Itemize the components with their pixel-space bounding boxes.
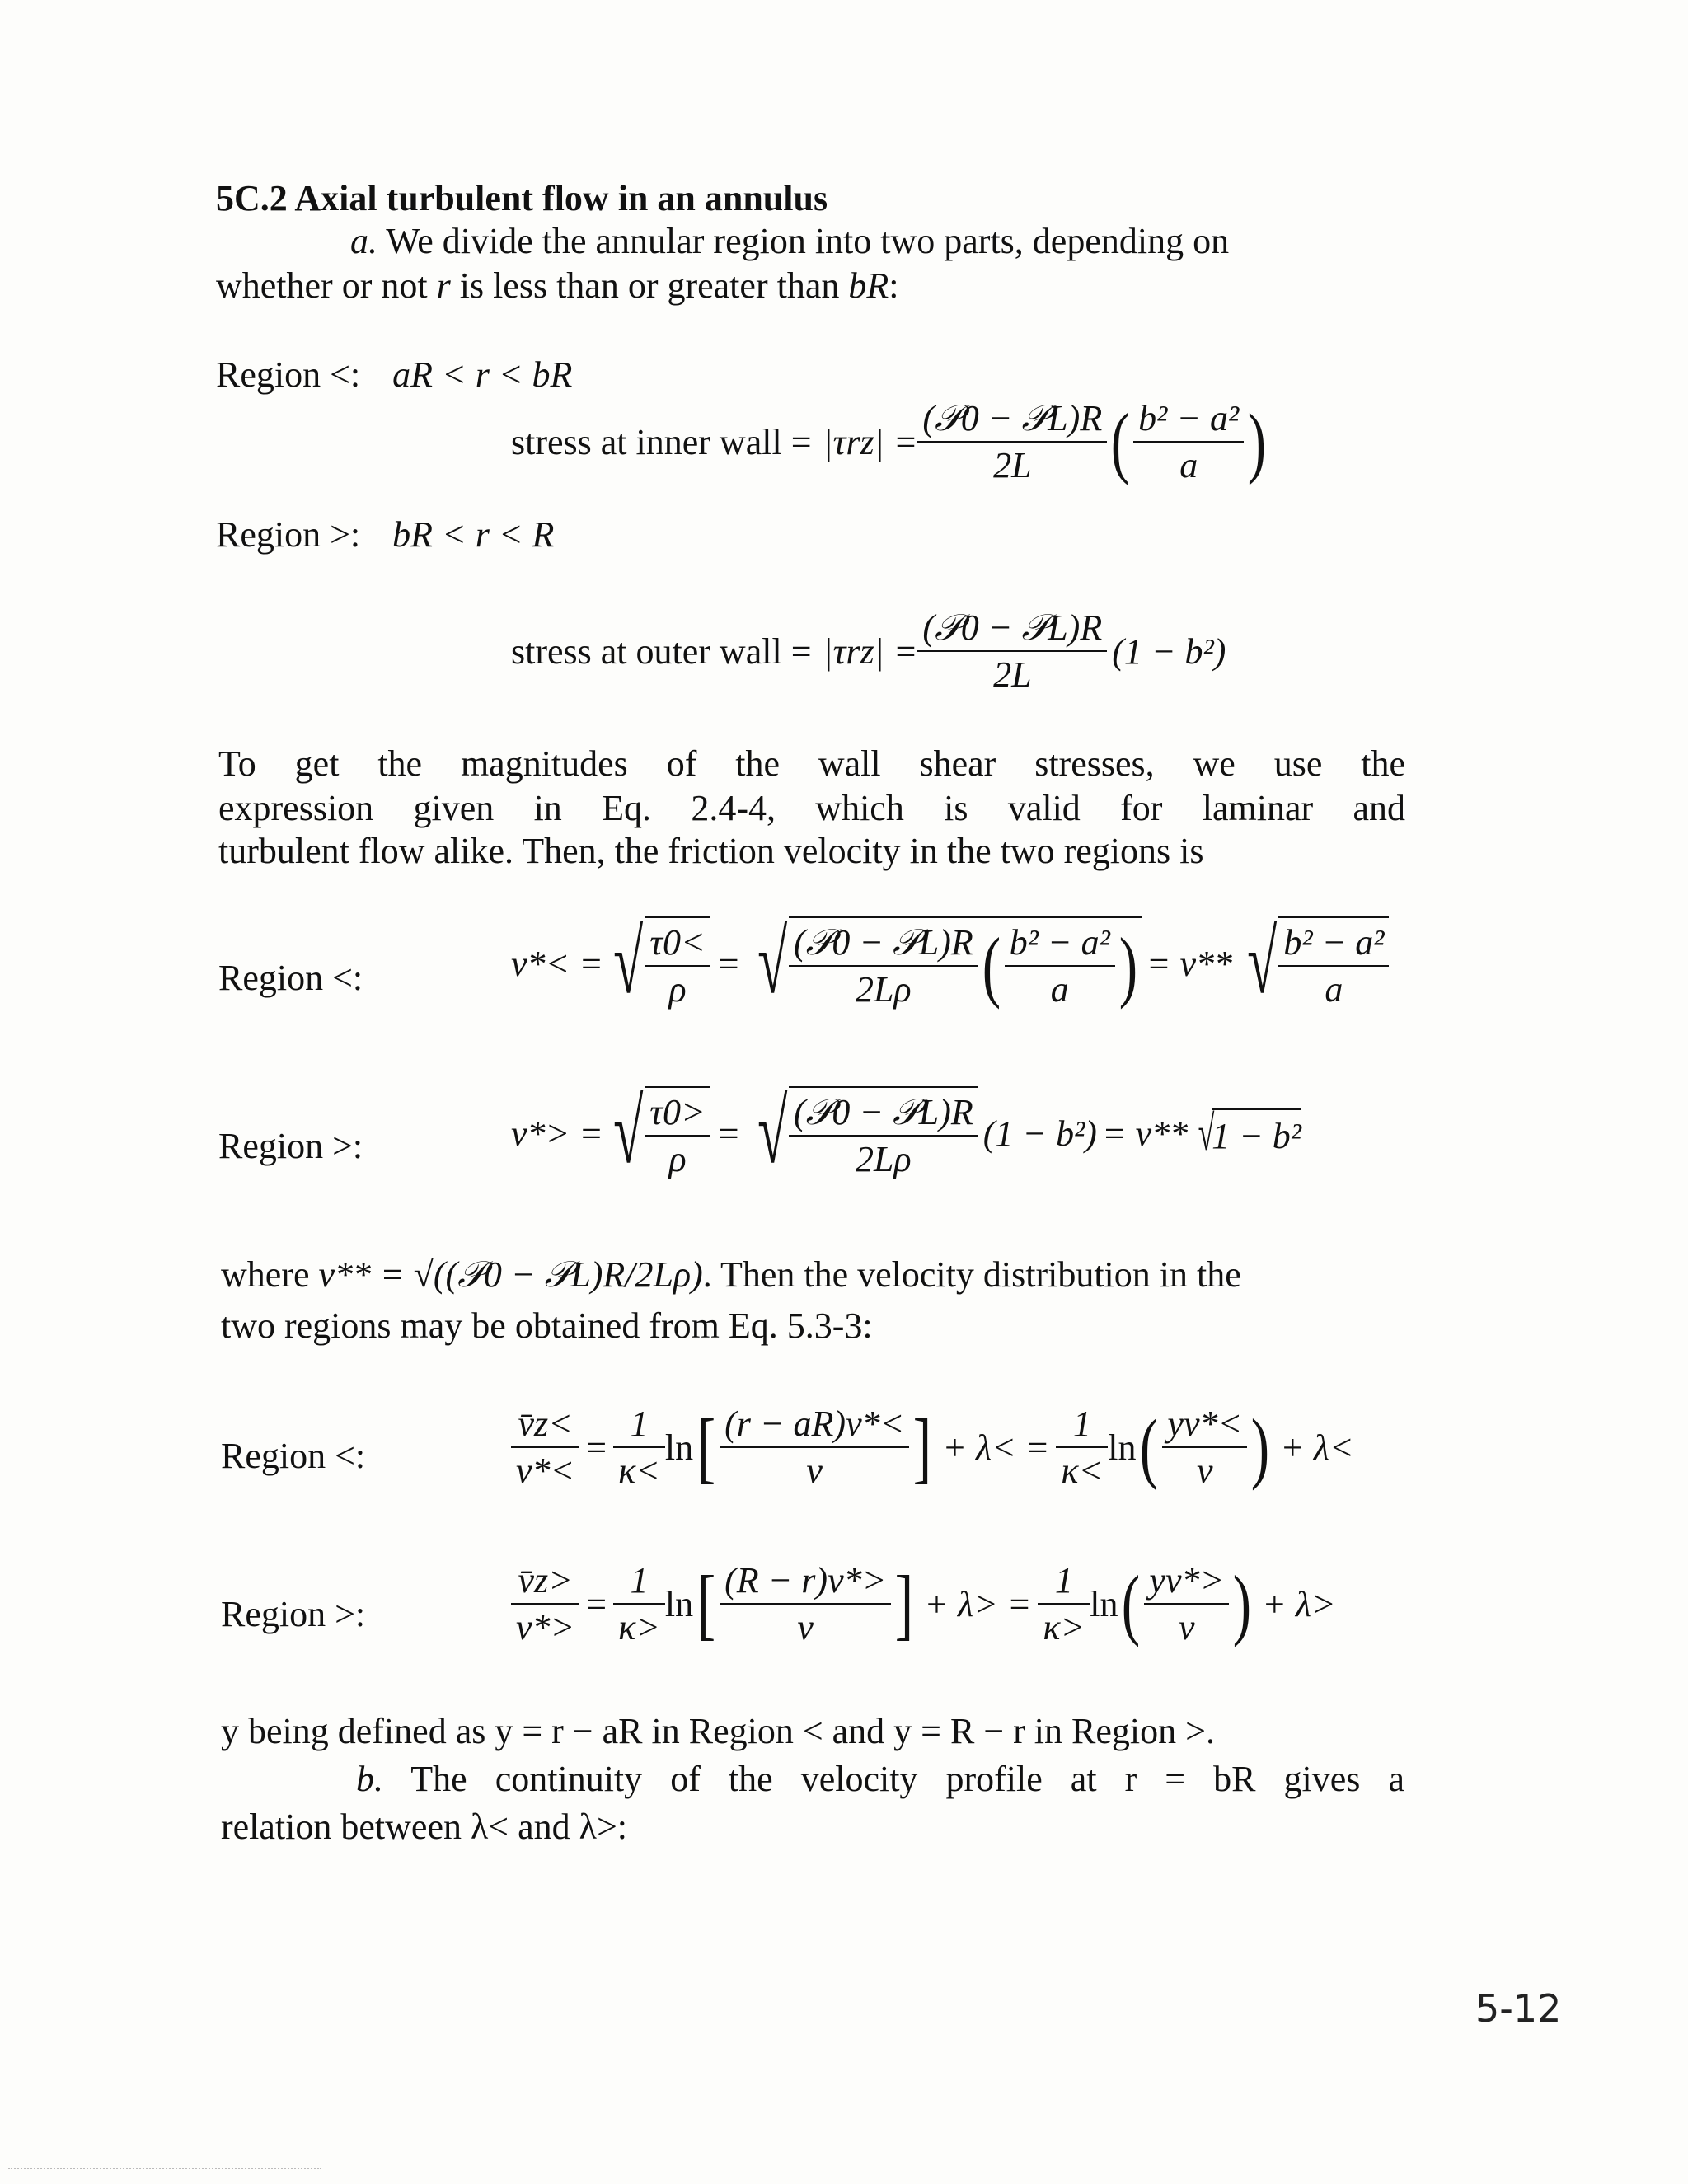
bracket-open: [	[696, 1403, 716, 1491]
var-bR: bR	[848, 265, 889, 306]
para-b-line2: relation between λ< and λ>:	[221, 1807, 628, 1847]
friction-gt-den: 2Lρ	[856, 1139, 912, 1179]
velocity-lt-arg-num: (r − aR)v*<	[720, 1403, 909, 1448]
friction-lt-root-num: b² − a²	[1278, 921, 1389, 967]
var-r: r	[436, 265, 451, 306]
velocity-lt-vs: v*<	[516, 1451, 575, 1491]
friction-lt-v: v*< =	[511, 943, 603, 984]
velocity-lt-one: 1	[613, 1403, 665, 1448]
sqrt-icon: √	[612, 912, 644, 1012]
velocity-gt-lambda-end: + λ>	[1262, 1583, 1336, 1624]
velocity-gt-one: 1	[613, 1559, 665, 1605]
stress-inner-paren-den: a	[1179, 445, 1198, 485]
velocity-gt-nu: ν	[797, 1607, 814, 1647]
region-gt-range: bR < r < R	[392, 514, 555, 555]
velocity-lt-equation: $\frac{v̄z<}{v*<}$ = $\frac{1}{\kappa<}$ ln [ $\frac{(r - aR)v*<}{\nu}$ ] + λ< = $\frac{1}{\kappa<}$ ln ( $\frac{yv*<}{\nu}$ ) + λ<	[511, 1403, 1354, 1492]
paren-open: (	[1140, 1403, 1159, 1491]
stress-inner-tau: |τrz| =	[823, 421, 918, 462]
friction-gt-vss: = v**	[1101, 1113, 1189, 1154]
stress-inner-equation	[511, 397, 1270, 486]
friction-lt-tau: τ0<	[645, 921, 710, 967]
para-mag-line2: expression given in Eq. 2.4-4, which is valid for laminar and	[218, 788, 1405, 828]
velocity-gt-vs: v*>	[516, 1607, 575, 1647]
paren-close: )	[1248, 397, 1267, 485]
velocity-lt-lambda: + λ< =	[942, 1427, 1050, 1468]
friction-gt-v: v*> =	[511, 1113, 603, 1154]
friction-lt-den: 2Lρ	[856, 969, 912, 1010]
friction-lt-vss: = v**	[1146, 943, 1232, 984]
friction-gt-sqrt2	[748, 1081, 978, 1182]
velocity-lt-label: Region <:	[221, 1436, 366, 1476]
stress-outer-den: 2L	[993, 654, 1032, 695]
velocity-gt-kappa2: κ>	[1043, 1607, 1085, 1647]
sqrt-icon: √	[1198, 1106, 1215, 1160]
velocity-gt-kappa: κ>	[618, 1607, 660, 1647]
stress-outer-tau: |τrz| =	[823, 630, 918, 672]
region-lt-line	[216, 353, 572, 397]
velocity-lt-nu2: ν	[1197, 1451, 1213, 1491]
para-a-text: We divide the annular region into two parts, depending on	[386, 221, 1230, 261]
para-b-text: The continuity of the velocity profile at r = bR gives a	[410, 1759, 1404, 1799]
paren-open: (	[1122, 1559, 1141, 1647]
paren-close: )	[1232, 1559, 1252, 1647]
stress-outer-equation	[511, 607, 1226, 696]
stress-inner-paren-fraction	[1133, 397, 1244, 486]
velocity-gt-equation: $\frac{v̄z>}{v*>}$ = $\frac{1}{\kappa>}$ ln [ $\frac{(R - r)v*>}{\nu}$ ] + λ> = $\frac{1}{\kappa>}$ ln ( $\frac{yv*>}{\nu}$ ) + λ>	[511, 1559, 1336, 1648]
friction-lt-num: (𝒫0 − 𝒫L)R	[789, 921, 978, 967]
stress-inner-num: (𝒫0 − 𝒫L)R	[917, 397, 1107, 443]
friction-lt-paren-num: b² − a²	[1005, 921, 1115, 967]
bracket-close: ]	[895, 1559, 914, 1647]
velocity-gt-one2: 1	[1038, 1559, 1090, 1605]
para-b-line1	[356, 1757, 1404, 1802]
friction-gt-num: (𝒫0 − 𝒫L)R	[789, 1091, 978, 1137]
paren-open: (	[1110, 397, 1130, 485]
velocity-lt-kappa: κ<	[618, 1451, 660, 1491]
bracket-open: [	[696, 1559, 716, 1647]
region-lt-label: Region <:	[216, 354, 361, 395]
friction-gt-sqrt1	[603, 1081, 710, 1182]
stress-inner-fraction	[917, 397, 1107, 486]
friction-gt-equation	[511, 1081, 1301, 1182]
friction-gt-rho: ρ	[668, 1139, 687, 1179]
friction-lt-equation	[511, 912, 1389, 1012]
para-a-label: a.	[350, 221, 377, 261]
sqrt-icon: √	[1247, 912, 1278, 1012]
stress-outer-num: (𝒫0 − 𝒫L)R	[917, 607, 1107, 652]
friction-lt-paren-den: a	[1050, 969, 1069, 1010]
page-number: 5-12	[1475, 1986, 1562, 2031]
velocity-gt-vz: v̄z>	[511, 1559, 579, 1605]
friction-gt-root: 1 − b²	[1212, 1108, 1301, 1158]
para-where-pre: where	[221, 1254, 319, 1295]
velocity-gt-y: yv*>	[1144, 1559, 1229, 1605]
friction-gt-paren: (1 − b²)	[982, 1113, 1097, 1154]
friction-gt-tau: τ0>	[645, 1091, 710, 1137]
velocity-lt-kappa2: κ<	[1061, 1451, 1104, 1491]
para-b-label: b.	[356, 1759, 383, 1799]
stress-outer-fraction	[917, 607, 1107, 696]
para-where-line1	[221, 1253, 1241, 1297]
friction-gt-sqrt3	[1193, 1108, 1301, 1158]
friction-lt-sqrt2	[748, 912, 1142, 1012]
velocity-lt-ln2: ln	[1108, 1427, 1137, 1468]
friction-rho: ρ	[668, 969, 687, 1010]
sqrt-icon: √	[612, 1081, 644, 1182]
para-a-line1	[350, 219, 1229, 264]
stress-outer-label: stress at outer wall =	[511, 630, 812, 672]
paren-close: )	[1250, 1403, 1270, 1491]
friction-lt-eq: =	[718, 943, 739, 984]
velocity-gt-label: Region >:	[221, 1594, 366, 1634]
velocity-gt-ln: ln	[664, 1583, 694, 1624]
sqrt-icon: √	[757, 1081, 787, 1182]
velocity-gt-arg-num: (R − r)v*>	[720, 1559, 891, 1605]
paren-open: (	[982, 921, 1001, 1010]
para-mag-line3: turbulent flow alike. Then, the friction velocity in the two regions is	[218, 831, 1204, 871]
stress-inner-den: 2L	[993, 445, 1032, 485]
friction-gt-eq: =	[718, 1113, 739, 1154]
para-a-line2-pre: whether or not	[216, 265, 437, 306]
velocity-gt-nu2: ν	[1179, 1607, 1195, 1647]
velocity-lt-nu: ν	[806, 1451, 823, 1491]
region-lt-range: aR < r < bR	[392, 354, 573, 395]
para-where-post: . Then the velocity distribution in the	[702, 1254, 1241, 1295]
section-heading: 5C.2 Axial turbulent flow in an annulus	[216, 178, 828, 218]
para-a-line2-mid: is less than or greater than	[450, 265, 849, 306]
friction-lt-sqrt3	[1237, 912, 1389, 1012]
bracket-close: ]	[913, 1403, 932, 1491]
velocity-gt-ln2: ln	[1090, 1583, 1118, 1624]
velocity-lt-one2: 1	[1056, 1403, 1108, 1448]
region-gt-line	[216, 513, 554, 557]
region-gt-label: Region >:	[216, 514, 361, 555]
para-y: y being defined as y = r − aR in Region < and y = R − r in Region >.	[221, 1711, 1215, 1751]
stress-inner-label: stress at inner wall =	[511, 421, 812, 462]
stress-inner-paren-num: b² − a²	[1133, 397, 1244, 443]
friction-gt-label: Region >:	[218, 1126, 363, 1166]
velocity-lt-ln: ln	[664, 1427, 694, 1468]
velocity-lt-vz: v̄z<	[511, 1403, 579, 1448]
para-mag-line1: To get the magnitudes of the wall shear stresses, we use the	[218, 743, 1405, 784]
friction-lt-sqrt1	[603, 912, 710, 1012]
velocity-gt-lambda: + λ> =	[924, 1583, 1032, 1624]
scan-artifact-dots	[8, 2168, 321, 2169]
stress-outer-paren: (1 − b²)	[1112, 630, 1226, 672]
velocity-lt-lambda-end: + λ<	[1280, 1427, 1354, 1468]
sqrt-icon: √	[757, 912, 787, 1012]
para-where-line2: two regions may be obtained from Eq. 5.3-3:	[221, 1305, 873, 1346]
velocity-lt-y: yv*<	[1162, 1403, 1247, 1448]
para-a-line2-end: :	[889, 265, 899, 306]
friction-lt-root-den: a	[1325, 969, 1343, 1010]
para-a-line2	[216, 264, 898, 308]
paren-close: )	[1118, 921, 1137, 1010]
friction-lt-label: Region <:	[218, 958, 363, 998]
vss-definition: v** = √((𝒫0 − 𝒫L)R/2Lρ)	[318, 1254, 703, 1295]
